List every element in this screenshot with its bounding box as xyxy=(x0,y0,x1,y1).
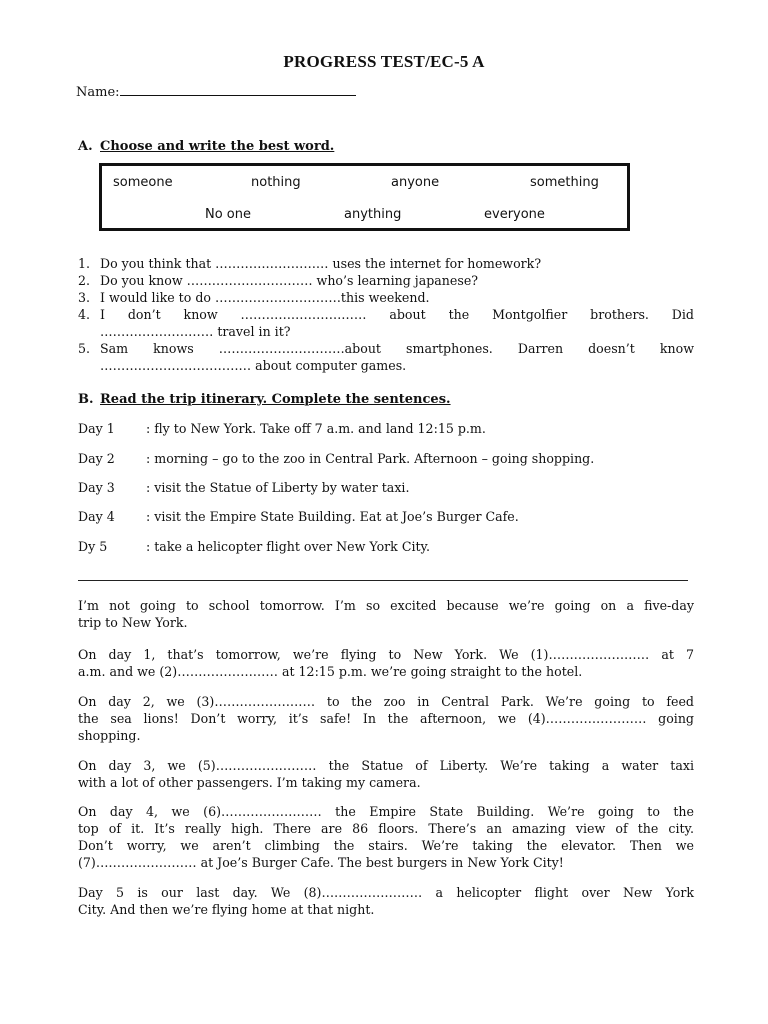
itinerary-row xyxy=(78,539,430,554)
itinerary-row xyxy=(78,421,486,436)
word-bank-item: something xyxy=(530,175,599,190)
section-a-title: Choose and write the best word. xyxy=(100,139,335,154)
story-line: Day 5 is our last day. We (8)…………………… a helicopter flight over New York xyxy=(78,885,694,900)
story-line: On day 4, we (6)…………………… the Empire State Building. We’re going to the xyxy=(78,804,694,819)
question-text-continued: ……………………… travel in it? xyxy=(100,324,291,339)
section-b-title: Read the trip itinerary. Complete the sentences. xyxy=(100,392,451,407)
word-bank-item: No one xyxy=(205,207,252,222)
story-paragraph xyxy=(78,597,694,631)
question-text: Sam knows …………………………about smartphones. Darren doesn’t know xyxy=(100,341,694,356)
story-paragraph xyxy=(78,646,694,680)
question-text: I would like to do …………………………this weekend. xyxy=(100,290,430,305)
question-text: I don’t know ………………………… about the Montgolfier brothers. Did xyxy=(100,307,694,322)
question-number: 5. xyxy=(78,341,91,356)
story-line: with a lot of other passengers. I’m taking my camera. xyxy=(78,775,421,790)
story-paragraph xyxy=(78,693,694,744)
story-line: I’m not going to school tomorrow. I’m so excited because we’re going on a five-day xyxy=(78,598,694,613)
itinerary-day: Day 2 xyxy=(78,451,115,466)
name-blank-line[interactable] xyxy=(120,83,356,96)
word-bank-item: anyone xyxy=(391,175,440,190)
word-bank-item: nothing xyxy=(251,175,301,190)
story-line: On day 1, that’s tomorrow, we’re flying to New York. We (1)…………………… at 7 xyxy=(78,647,694,662)
question-text: Do you know ………………………… who’s learning japanese? xyxy=(100,273,479,288)
story-line: Don’t worry, we aren’t climbing the stairs. We’re taking the elevator. Then we xyxy=(78,838,694,853)
story-line: the sea lions! Don’t worry, it’s safe! In the afternoon, we (4)…………………… going xyxy=(78,711,694,726)
itinerary-day: Day 4 xyxy=(78,509,115,524)
itinerary-text: : visit the Statue of Liberty by water taxi. xyxy=(146,480,410,495)
itinerary-text: : morning – go to the zoo in Central Park. Afternoon – going shopping. xyxy=(146,451,595,466)
itinerary-day: Day 1 xyxy=(78,421,115,436)
name-field xyxy=(76,83,356,100)
story-paragraph xyxy=(78,884,694,918)
story-line: On day 2, we (3)…………………… to the zoo in Central Park. We’re going to feed xyxy=(78,694,694,709)
story-line: (7)…………………… at Joe’s Burger Cafe. The best burgers in New York City! xyxy=(78,855,564,870)
word-bank-item: everyone xyxy=(484,207,545,222)
itinerary-text: : fly to New York. Take off 7 a.m. and land 12:15 p.m. xyxy=(146,421,486,436)
itinerary-text: : visit the Empire State Building. Eat at Joe’s Burger Cafe. xyxy=(146,509,519,524)
section-b-heading xyxy=(78,392,451,407)
question-number: 4. xyxy=(78,307,91,322)
itinerary-day: Day 3 xyxy=(78,480,115,495)
story-line: trip to New York. xyxy=(78,615,188,630)
story-line: City. And then we’re flying home at that night. xyxy=(78,902,375,917)
divider-line xyxy=(78,580,688,581)
word-bank-item: anything xyxy=(344,207,402,222)
story-line: On day 3, we (5)…………………… the Statue of Liberty. We’re taking a water taxi xyxy=(78,758,694,773)
name-label: Name: xyxy=(76,85,120,100)
story-line: top of it. It’s really high. There are 86 floors. There’s an amazing view of the city. xyxy=(78,821,694,836)
word-bank-item: someone xyxy=(113,175,173,190)
story-line: shopping. xyxy=(78,728,141,743)
story-paragraph xyxy=(78,803,694,871)
story-paragraph xyxy=(78,757,694,791)
page-title: PROGRESS TEST/EC-5 A xyxy=(283,52,485,71)
word-bank-box xyxy=(99,163,630,231)
itinerary-row xyxy=(78,509,519,524)
itinerary-row xyxy=(78,480,409,495)
section-a-letter: A. xyxy=(78,139,93,154)
story-line: a.m. and we (2)…………………… at 12:15 p.m. we’re going straight to the hotel. xyxy=(78,664,583,679)
question-number: 1. xyxy=(78,256,91,271)
question-text-continued: ……………………………… about computer games. xyxy=(100,358,407,373)
question-text: Do you think that ……………………… uses the internet for homework? xyxy=(100,256,542,271)
question-number: 3. xyxy=(78,290,91,305)
section-b-letter: B. xyxy=(78,392,94,407)
itinerary-text: : take a helicopter flight over New York City. xyxy=(146,539,430,554)
itinerary-row xyxy=(78,451,594,466)
question-number: 2. xyxy=(78,273,91,288)
itinerary-day: Dy 5 xyxy=(78,539,108,554)
section-a-heading xyxy=(78,139,334,154)
